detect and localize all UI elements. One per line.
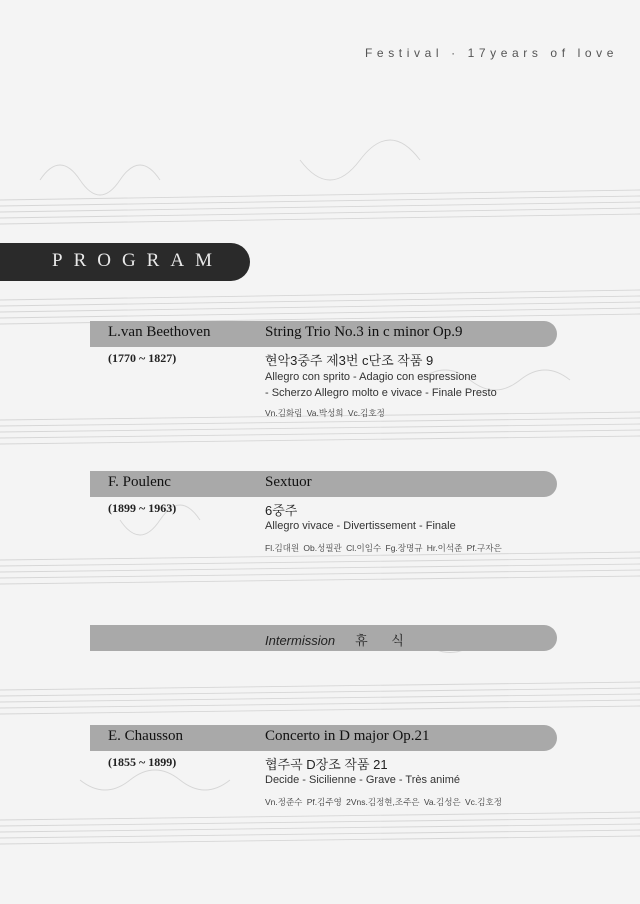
- work-title-korean: 협주곡 D장조 작품 21: [265, 757, 388, 772]
- movement-line: - Scherzo Allegro molto e vivace - Finale Presto: [265, 387, 497, 399]
- intermission-label: [265, 630, 414, 649]
- work-title: Sextuor: [265, 474, 312, 490]
- festival-tagline: Festival · 17years of love: [365, 46, 618, 60]
- intermission-english: Intermission: [265, 633, 336, 648]
- composer-years: (1770 ~ 1827): [108, 351, 177, 365]
- performers: Fl.김대원 Ob.성필관 Cl.이임수 Fg.장명규 Hr.이석준 Pf.구자은: [265, 543, 502, 553]
- movements: [265, 772, 460, 788]
- composer-name: L.van Beethoven: [108, 324, 211, 340]
- work-title: String Trio No.3 in c minor Op.9: [265, 324, 463, 340]
- program-heading: PROGRAM: [52, 250, 223, 271]
- movement-line: Allegro vivace - Divertissement - Finale: [265, 520, 456, 532]
- performers: Vn.김화림 Va.박성희 Vc.김호정: [265, 408, 385, 418]
- movement-line: Decide - Sicilienne - Grave - Très animé: [265, 774, 461, 786]
- movement-line: Allegro con sprito - Adagio con espressione: [265, 371, 477, 383]
- movements: [265, 369, 497, 401]
- composer-years: (1855 ~ 1899): [108, 755, 177, 769]
- composer-years: (1899 ~ 1963): [108, 501, 177, 515]
- work-title: Concerto in D major Op.21: [265, 728, 430, 744]
- composer-name: E. Chausson: [108, 728, 183, 744]
- composer-name: F. Poulenc: [108, 474, 171, 490]
- work-title-korean: 현악3중주 제3번 c단조 작품 9: [265, 353, 434, 368]
- work-title-korean: 6중주: [265, 503, 298, 518]
- movements: [265, 518, 456, 534]
- performers: Vn.정준수 Pf.김주영 2Vns.김정현,조주은 Va.김성은 Vc.김호정: [265, 797, 502, 807]
- intermission-korean: 휴 식: [355, 633, 414, 648]
